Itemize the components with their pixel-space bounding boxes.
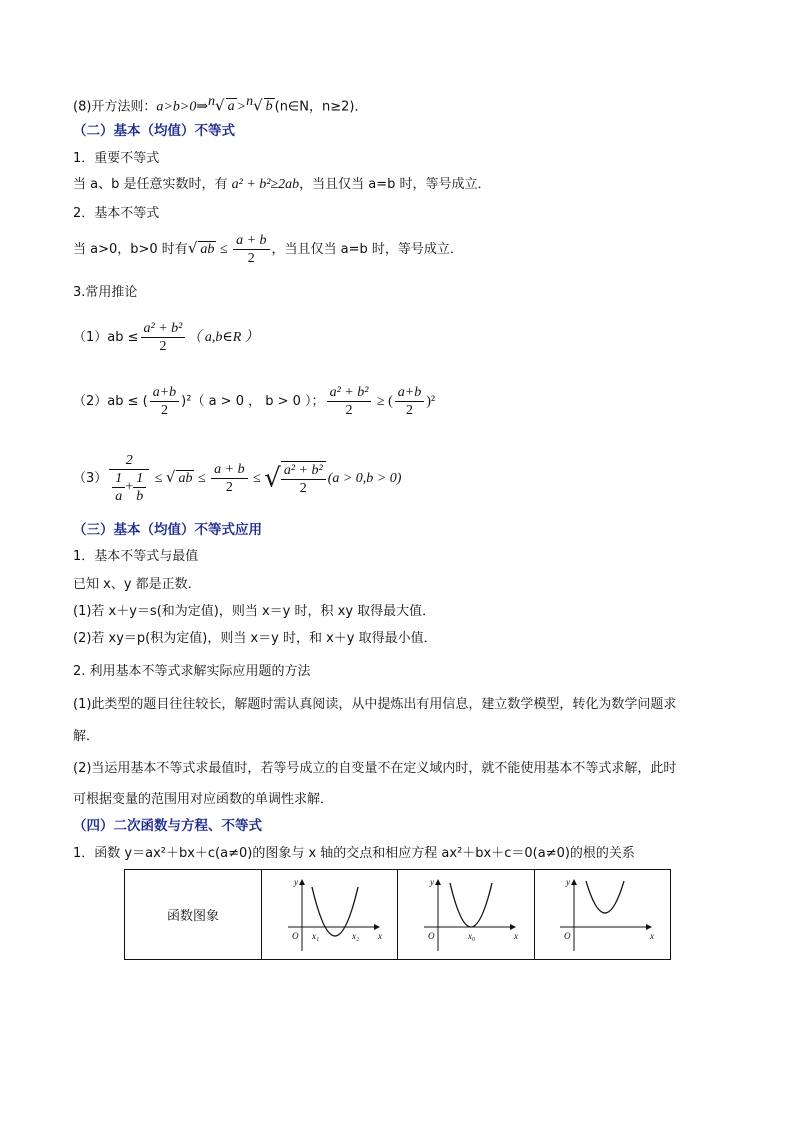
table-row <box>125 870 671 960</box>
corollary-label: （2）ab ≤ ( <box>73 394 148 409</box>
y-axis-arrow-icon <box>299 879 305 885</box>
fraction <box>211 461 247 496</box>
numerator: a² + b² <box>141 320 186 338</box>
plus-sign: + <box>125 479 134 495</box>
rule-8-line <box>73 93 367 116</box>
denominator: 2 <box>160 403 168 418</box>
text-part: 当 a、b 是任意实数时，有 <box>73 177 232 192</box>
sec2-item-1: 1．重要不等式 <box>73 151 160 166</box>
numerator: 1 <box>133 470 146 488</box>
radical-icon: √ <box>264 463 281 494</box>
graph-one-root <box>398 870 534 960</box>
text-part: ，当且仅当 a=b 时，等号成立． <box>299 177 491 192</box>
numerator: a² + b² <box>327 384 372 402</box>
section-4-heading: （四）二次函数与方程、不等式 <box>73 818 262 834</box>
fraction <box>327 384 372 419</box>
numerator: a+b <box>150 384 179 402</box>
fraction <box>112 470 125 505</box>
x-axis-arrow-icon <box>374 924 380 930</box>
sqrt-fraction <box>281 461 326 497</box>
numerator: 1 <box>112 470 125 488</box>
corollary-2 <box>73 384 435 419</box>
y-axis-arrow-icon <box>571 879 577 885</box>
le-sign: ≤ <box>216 242 232 257</box>
fraction <box>141 320 186 355</box>
fraction <box>150 384 179 419</box>
root-index: n <box>208 94 216 109</box>
numerator: a² + b² <box>281 462 326 480</box>
radical-icon: √ <box>215 96 225 115</box>
sec2-item-1-text <box>73 176 491 194</box>
root-index: n <box>246 94 254 109</box>
fraction <box>233 232 269 267</box>
section-3-heading: （三）基本（均值）不等式应用 <box>73 522 262 538</box>
square-close: )² <box>426 394 436 409</box>
fraction <box>395 384 424 419</box>
parabola-curve <box>450 883 492 927</box>
quadratic-graph-table <box>124 869 671 960</box>
sec3-method-1b: 解． <box>73 729 100 744</box>
sec2-item-2: 2．基本不等式 <box>73 206 160 221</box>
y-axis-label: y <box>429 876 434 887</box>
graph-two-roots <box>262 870 398 960</box>
sec3-method-1a: (1)此类型的题目往往较长，解题时需认真阅读，从中提炼出有用信息，建立数学模型，转化为数学问题求 <box>73 697 677 712</box>
origin-label: O <box>427 930 435 941</box>
sec3-p2: (2)若 xy＝p(积为定值)，则当 x＝y 时，和 x＋y 取得最小值． <box>73 631 437 646</box>
rule-8-prefix: (8)开方法则： <box>73 99 157 115</box>
le-sign: ≤ <box>249 471 265 486</box>
root-label: x₀ <box>467 930 476 941</box>
radical-icon: √ <box>187 239 198 257</box>
row-label: 函数图象 <box>125 870 262 960</box>
x-axis-label: x <box>650 930 655 941</box>
root-label: x₁ <box>311 930 319 941</box>
parabola-two-roots <box>270 875 390 955</box>
denominator: 2 <box>247 251 255 266</box>
text-part: 当 a>0，b>0 时有 <box>73 242 188 257</box>
condition: （ a,b∈R ） <box>187 330 259 345</box>
y-axis-label: y <box>566 876 571 887</box>
radicand: ab <box>200 242 215 257</box>
denominator: 2 <box>299 480 307 496</box>
x-axis-label: x <box>513 930 518 941</box>
denominator: 2 <box>405 403 413 418</box>
sec3-p1: (1)若 x＋y＝s(和为定值)，则当 x＝y 时，积 xy 取得最大值． <box>73 604 436 619</box>
sec3-method-2a: (2)当运用基本不等式求最值时，若等号成立的自变量不在定义域内时，就不能使用基本不等式求解，此时 <box>73 761 677 776</box>
harmonic-fraction <box>109 452 149 505</box>
parabola-curve <box>312 887 358 936</box>
denominator: a <box>115 489 123 504</box>
denominator: 2 <box>225 480 233 495</box>
x-axis-arrow-icon <box>646 924 652 930</box>
numerator: a + b <box>233 232 269 250</box>
radicand: a <box>227 99 235 115</box>
denominator <box>109 470 149 505</box>
numerator: a + b <box>211 461 247 479</box>
sec3-item-1: 1．基本不等式与最值 <box>73 549 199 564</box>
parabola-no-root <box>542 875 662 955</box>
x-axis-label: x <box>377 930 382 941</box>
condition: )²（ a > 0 ， b > 0 ）； <box>181 394 325 409</box>
denominator: 2 <box>345 403 353 418</box>
ge-sign: ≥ ( <box>373 394 393 409</box>
denominator: b <box>136 489 144 504</box>
numerator: 2 <box>109 452 149 470</box>
section-2-heading: （二）基本（均值）不等式 <box>73 123 235 139</box>
corollary-label: （3） <box>73 471 108 486</box>
radicand: ab <box>178 471 193 486</box>
sec3-known: 已知 x、y 都是正数． <box>73 577 201 592</box>
origin-label: O <box>291 930 299 941</box>
graph-no-root <box>534 870 670 960</box>
sec2-item-2-text <box>73 232 463 267</box>
le-sign: ≤ <box>194 471 210 486</box>
sec3-item-2: 2. 利用基本不等式求解实际应用题的方法 <box>73 664 311 679</box>
le-sign: ≤ <box>151 471 166 486</box>
text-part: ，当且仅当 a=b 时，等号成立． <box>271 242 463 257</box>
parabola-one-root <box>406 875 526 955</box>
sec3-method-2b: 可根据变量的范围用对应函数的单调性求解． <box>73 792 334 807</box>
radicand: b <box>265 99 273 115</box>
rule-8-condition: a>b>0⇒ <box>156 99 209 115</box>
sec4-item-1: 1．函数 y＝ax²＋bx＋c(a≠0)的图象与 x 轴的交点和相应方程 ax²＋bx＋c＝0(a≠0)的根的关系 <box>73 846 635 861</box>
formula: a² + b²≥2ab <box>231 177 300 192</box>
fraction <box>133 470 146 505</box>
corollary-1 <box>73 320 259 355</box>
condition: (a > 0,b > 0) <box>327 471 402 486</box>
rule-8-range: (n∈N，n≥2)． <box>274 99 368 115</box>
parabola-curve <box>586 881 624 913</box>
x-axis-arrow-icon <box>510 924 516 930</box>
root-label: x₂ <box>351 930 359 941</box>
y-axis-label: y <box>293 876 298 887</box>
radical-icon: √ <box>165 468 176 486</box>
y-axis-arrow-icon <box>435 879 441 885</box>
corollary-3 <box>73 452 401 505</box>
radical-icon: √ <box>253 96 263 115</box>
denominator: 2 <box>159 339 167 354</box>
numerator: a+b <box>395 384 424 402</box>
sec2-item-3: 3.常用推论 <box>73 285 138 300</box>
origin-label: O <box>564 930 571 941</box>
gt-sign: > <box>236 99 247 115</box>
corollary-label: （1）ab ≤ <box>73 330 139 345</box>
